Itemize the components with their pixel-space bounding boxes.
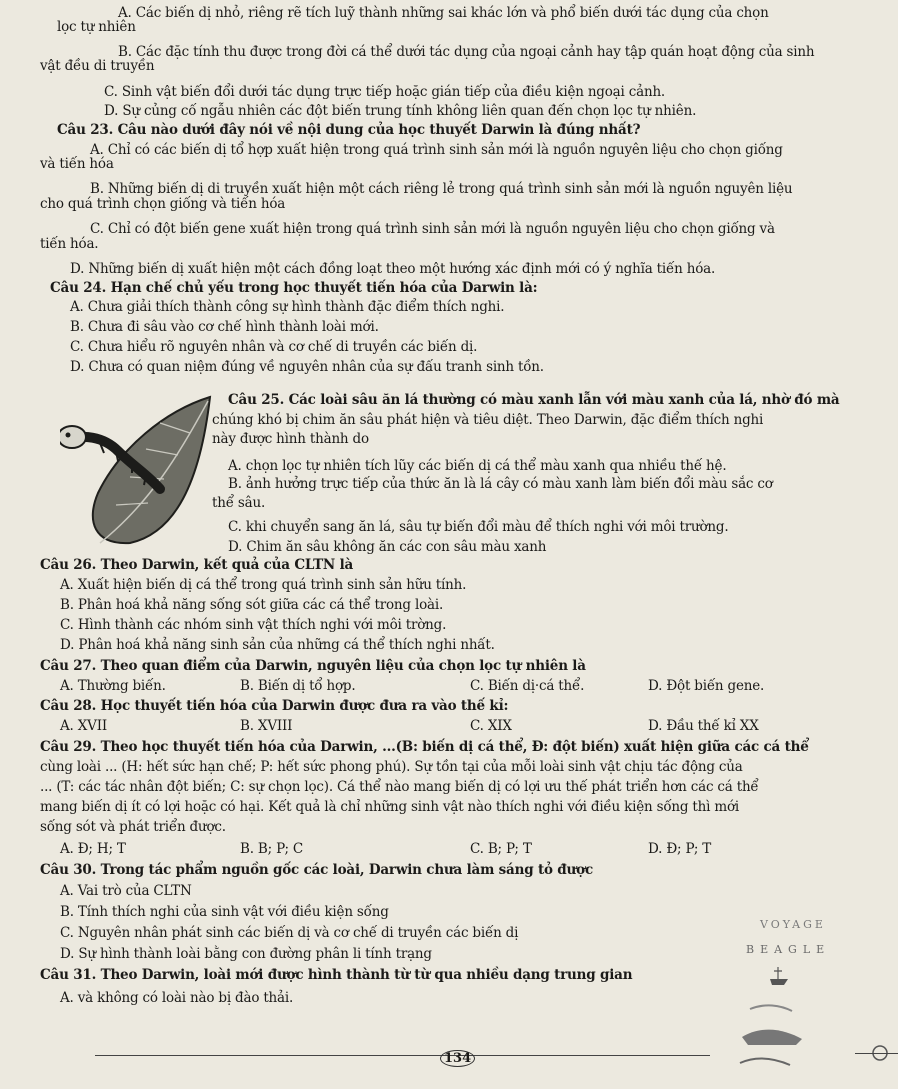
- text-line: C. Chỉ có đột biến gene xuất hiện trong quá trình sinh sản mới là nguồn nguyên liệu cho chọn giống và: [90, 221, 775, 237]
- option-c: C. B; P; T: [470, 841, 532, 857]
- text-line: C. khi chuyển sang ăn lá, sâu tự biến đổi màu để thích nghi với môi trường.: [228, 519, 729, 535]
- text-line: cùng loài ... (H: hết sức hạn chế; P: hết sức phong phú). Sự tồn tại của mỗi loài sinh vật chịu tác động của: [40, 759, 743, 775]
- text-line: này được hình thành do: [212, 431, 369, 447]
- text-line: sống sót và phát triển được.: [40, 819, 226, 835]
- ship-icon: [710, 905, 898, 1089]
- text-line: B. Phân hoá khả năng sống sót giữa các cá thể trong loài.: [60, 597, 444, 613]
- option-d: D. Đ; P; T: [648, 841, 712, 857]
- text-line: D. Chưa có quan niệm đúng về nguyên nhân của sự đấu tranh sinh tồn.: [70, 359, 544, 375]
- question-27: Câu 27. Theo quan điểm của Darwin, nguyên liệu của chọn lọc tự nhiên là: [40, 658, 586, 674]
- text-line: A. Vai trò của CLTN: [60, 883, 192, 899]
- option-d: D. Đột biến gene.: [648, 678, 765, 694]
- text-line: vật đều di truyền: [40, 58, 155, 74]
- text-line: A. Chưa giải thích thành công sự hình thành đặc điểm thích nghi.: [70, 299, 505, 315]
- text-line: D. Chim ăn sâu không ăn các con sâu màu xanh: [228, 539, 547, 555]
- text-line: C. Sinh vật biến đổi dưới tác dụng trực tiếp hoặc gián tiếp của điều kiện ngoại cảnh.: [104, 84, 666, 100]
- question-26: Câu 26. Theo Darwin, kết quả của CLTN là: [40, 557, 354, 573]
- question-29: Câu 29. Theo học thuyết tiến hóa của Darwin, ...(B: biến dị cá thể, Đ: đột biến) xuất hiện giữa các cá thể: [40, 739, 809, 755]
- question-24: Câu 24. Hạn chế chủ yếu trong học thuyết tiến hóa của Darwin là:: [50, 280, 538, 296]
- page-number: 134: [440, 1050, 475, 1067]
- question-28: Câu 28. Học thuyết tiến hóa của Darwin được đưa ra vào thế kỉ:: [40, 698, 509, 714]
- option-b: B. Biến dị tổ hợp.: [240, 678, 356, 694]
- caterpillar-on-leaf-illustration: [60, 393, 220, 551]
- option-a: A. Đ; H; T: [60, 841, 126, 857]
- text-line: B. ảnh hưởng trực tiếp của thức ăn là lá cây có màu xanh làm biến đổi màu sắc cơ: [228, 476, 773, 492]
- question-30: Câu 30. Trong tác phẩm nguồn gốc các loài, Darwin chưa làm sáng tỏ được: [40, 862, 593, 878]
- book-title-top: VOYAGE: [760, 918, 826, 931]
- text-line: D. Phân hoá khả năng sinh sản của những cá thể thích nghi nhất.: [60, 637, 495, 653]
- text-line: A. và không có loài nào bị đào thải.: [60, 990, 294, 1006]
- option-a: A. Thường biến.: [60, 678, 166, 694]
- text-line: mang biến dị ít có lợi hoặc có hại. Kết quả là chỉ những sinh vật nào thích nghi với điều kiện sống thì mới: [40, 799, 739, 815]
- text-line: A. Xuất hiện biến dị cá thể trong quá trình sinh sản hữu tính.: [60, 577, 467, 593]
- text-line: B. Các đặc tính thu được trong đời cá thể dưới tác dụng của ngoại cảnh hay tập quán hoạt động của sinh: [118, 44, 815, 60]
- text-line: B. Những biến dị di truyền xuất hiện một cách riêng lẻ trong quá trình sinh sản mới là nguồn nguyên liệu: [90, 181, 793, 197]
- question-31: Câu 31. Theo Darwin, loài mới được hình thành từ từ qua nhiều dạng trung gian: [40, 967, 633, 983]
- footer-rule: [95, 1055, 710, 1056]
- text-line: C. Chưa hiểu rõ nguyên nhân và cơ chế di truyền các biến dị.: [70, 339, 478, 355]
- text-line: ... (T: các tác nhân đột biến; C: sự chọn lọc). Cá thể nào mang biến dị có lợi ưu thế phát triển hơn các cá thể: [40, 779, 759, 795]
- text-line: lọc tự nhiên: [57, 19, 136, 35]
- text-line: chúng khó bị chim ăn sâu phát hiện và tiêu diệt. Theo Darwin, đặc điểm thích nghi: [212, 412, 764, 428]
- text-line: và tiến hóa: [40, 156, 114, 172]
- question-23: Câu 23. Câu nào dưới đây nói về nội dung của học thuyết Darwin là đúng nhất?: [57, 122, 641, 138]
- text-line: A. Các biến dị nhỏ, riêng rẽ tích luỹ thành những sai khác lớn và phổ biến dưới tác dụng của chọn: [118, 5, 769, 21]
- text-line: C. Hình thành các nhóm sinh vật thích nghi với môi trờng.: [60, 617, 447, 633]
- text-line: cho quá trình chọn giống và tiến hóa: [40, 196, 286, 212]
- option-c: C. Biến dị·cá thể.: [470, 678, 585, 694]
- text-line: tiến hóa.: [40, 236, 99, 252]
- voyage-beagle-book-illustration: [710, 905, 898, 1089]
- text-line: A. Chỉ có các biến dị tổ hợp xuất hiện trong quá trình sinh sản mới là nguồn nguyên liệu cho chọn giống: [90, 142, 783, 158]
- option-b: B. XVIII: [240, 718, 293, 734]
- text-line: A. chọn lọc tự nhiên tích lũy các biến dị cá thể màu xanh qua nhiều thế hệ.: [228, 458, 727, 474]
- question-25: Câu 25. Các loài sâu ăn lá thường có màu xanh lẫn với màu xanh của lá, nhờ đó mà: [228, 392, 840, 408]
- text-line: B. Tính thích nghi của sinh vật với điều kiện sống: [60, 904, 389, 920]
- option-b: B. B; P; C: [240, 841, 304, 857]
- text-line: thể sâu.: [212, 495, 266, 511]
- text-line: D. Sự củng cố ngẫu nhiên các đột biến trung tính không liên quan đến chọn lọc tự nhiên.: [104, 103, 697, 119]
- text-line: B. Chưa đi sâu vào cơ chế hình thành loài mới.: [70, 319, 379, 335]
- text-line: D. Những biến dị xuất hiện một cách đồng loạt theo một hướng xác định mới có ý nghĩa tiến hóa.: [70, 261, 716, 277]
- footer-rule: [855, 1053, 898, 1054]
- text-line: D. Sự hình thành loài bằng con đường phân li tính trạng: [60, 946, 432, 962]
- option-d: D. Đầu thế kỉ XX: [648, 718, 759, 734]
- option-a: A. XVII: [60, 718, 107, 734]
- text-line: C. Nguyên nhân phát sinh các biến dị và cơ chế di truyền các biến dị: [60, 925, 519, 941]
- option-c: C. XIX: [470, 718, 512, 734]
- book-title-main: BEAGLE: [746, 943, 831, 956]
